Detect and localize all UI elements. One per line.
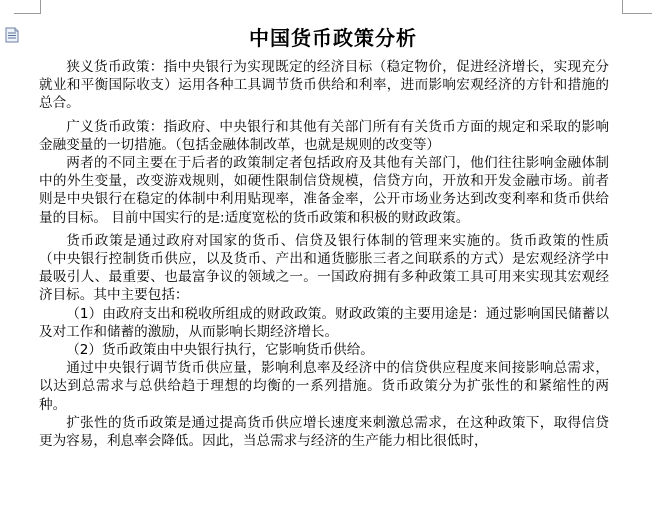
paragraph-narrow-monetary-policy: 狭义货币政策：指中央银行为实现既定的经济目标（稳定物价，促进经济增长，实现充分就业和平衡国际收支）运用各种工具调节货币供给和利率，进而影响宏观经济的方针和措施的总合。 bbox=[39, 59, 609, 112]
crop-mark-top-right-horizontal bbox=[622, 13, 652, 14]
paragraph-central-bank: （2）货币政策由中央银行执行，它影响货币供给。 bbox=[66, 342, 374, 359]
document-body bbox=[39, 58, 609, 450]
crop-mark-top-right-vertical bbox=[622, 0, 623, 14]
paragraph-fiscal-policy: （1）由政府支出和税收所组成的财政政策。财政政策的主要用途是：通过影响国民储蓄以及对工作和储蓄的激励，从而影响长期经济增长。 bbox=[39, 305, 609, 340]
paragraph-expansionary-policy: 扩张性的货币政策是通过提高货币供应增长速度来刺激总需求，在这种政策下，取得信贷更为容易，利息率会降低。因此，当总需求与经济的生产能力相比很低时， bbox=[39, 414, 609, 450]
paragraph-monetary-policy-nature: 货币政策是通过政府对国家的货币、信贷及银行体制的管理来实施的。货币政策的性质（中央银行控制货币供应，以及货币、产出和通货膨胀三者之间联系的方式）是宏观经济学中最吸引人、最重要、也最富争议的领域之一。一国政府拥有多种政策工具可用来实现其宏观经济目标。其中主要包括： bbox=[39, 232, 609, 304]
document-title: 中国货币政策分析 bbox=[249, 26, 417, 50]
paragraph-money-supply-regulation: 通过中央银行调节货币供应量，影响利息率及经济中的信贷供应程度来间接影响总需求，以达到总需求与总供给趋于理想的均衡的一系列措施。货币政策分为扩张性的和紧缩性的两种。 bbox=[39, 360, 609, 413]
crop-mark-top-left-vertical bbox=[40, 0, 41, 14]
paragraph-differences: 两者的不同主要在于后者的政策制定者包括政府及其他有关部门，他们往往影响金融体制中的外生变量，改变游戏规则，如硬性限制信贷规模，信贷方向，开放和开发金融市场。前者则是中央银行在稳定的体制中利用贴现率，准备金率，公开市场业务达到改变利率和货币供给量的目标。 目前中国实行的是:适度宽松的货币政策和积极的财政政策。 bbox=[39, 155, 609, 226]
crop-mark-top-left-horizontal bbox=[14, 13, 40, 14]
paragraph-broad-monetary-policy: 广义货币政策：指政府、中央银行和其他有关部门所有有关货币方面的规定和采取的影响金融变量的一切措施。（包括金融体制改革，也就是规则的改变等） bbox=[39, 118, 609, 153]
